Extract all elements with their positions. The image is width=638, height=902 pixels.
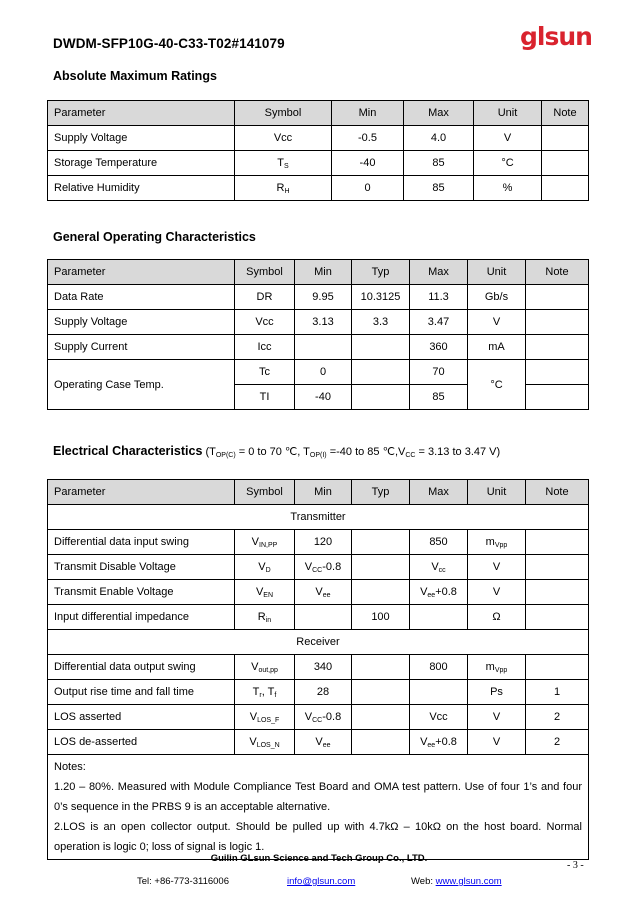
param-cell: Differential data output swing bbox=[48, 655, 235, 680]
header-cell: Min bbox=[295, 260, 352, 285]
symbol-cell: $V_{EN}$ bbox=[235, 580, 295, 605]
param-cell: LOS de-asserted bbox=[48, 730, 235, 755]
unit-cell: % bbox=[474, 176, 542, 201]
note-cell bbox=[526, 285, 589, 310]
typ-cell: 10.3125 bbox=[352, 285, 410, 310]
table-row bbox=[48, 126, 589, 151]
typ-cell bbox=[352, 530, 410, 555]
note-cell bbox=[526, 385, 589, 410]
footer-web-link[interactable]: www.glsun.com bbox=[435, 876, 502, 887]
max-cell: Vcc bbox=[410, 705, 468, 730]
min-cell: 0 bbox=[295, 360, 352, 385]
table-row bbox=[48, 176, 589, 201]
min-cell: 3.13 bbox=[295, 310, 352, 335]
min-cell bbox=[295, 335, 352, 360]
footer-email-link[interactable]: info@glsun.com bbox=[287, 876, 356, 887]
max-cell: 70 bbox=[410, 360, 468, 385]
param-cell: Supply Voltage bbox=[48, 126, 235, 151]
typ-cell bbox=[352, 655, 410, 680]
unit-cell: V bbox=[468, 730, 526, 755]
symbol-cell: $V_D$ bbox=[235, 555, 295, 580]
max-cell: $V_{ee}+0.8$ bbox=[410, 580, 468, 605]
table-row bbox=[48, 555, 589, 580]
notes-title: Notes: bbox=[54, 761, 86, 773]
note-cell bbox=[542, 151, 589, 176]
symbol-cell: $V_{LOS\_N}$ bbox=[235, 730, 295, 755]
elec-table bbox=[47, 479, 589, 860]
symbol-cell: $R_H$ bbox=[235, 176, 332, 201]
symbol-cell: $V_{out,pp}$ bbox=[235, 655, 295, 680]
unit-cell: V bbox=[468, 555, 526, 580]
table-row bbox=[48, 151, 589, 176]
notes-cell bbox=[48, 755, 589, 860]
param-cell: Supply Voltage bbox=[48, 310, 235, 335]
typ-cell bbox=[352, 385, 410, 410]
footer-web: Web: www.glsun.com bbox=[411, 876, 502, 887]
typ-cell bbox=[352, 730, 410, 755]
abs-max-table bbox=[47, 100, 589, 201]
unit-cell: Ω bbox=[468, 605, 526, 630]
table-row bbox=[48, 580, 589, 605]
gen-op-table bbox=[47, 259, 589, 410]
note-cell bbox=[542, 126, 589, 151]
table-row bbox=[48, 335, 589, 360]
typ-cell: 100 bbox=[352, 605, 410, 630]
typ-cell: 3.3 bbox=[352, 310, 410, 335]
min-cell: 0 bbox=[332, 176, 404, 201]
param-cell: Output rise time and fall time bbox=[48, 680, 235, 705]
typ-cell bbox=[352, 360, 410, 385]
symbol-cell: $T_r$, $T_f$ bbox=[235, 680, 295, 705]
symbol-cell: Vcc bbox=[235, 310, 295, 335]
header-cell: Max bbox=[410, 260, 468, 285]
max-cell: $V_{ee}+0.8$ bbox=[410, 730, 468, 755]
gen-op-title: General Operating Characteristics bbox=[53, 230, 256, 244]
param-cell: Differential data input swing bbox=[48, 530, 235, 555]
min-cell: 340 bbox=[295, 655, 352, 680]
header-cell: Parameter bbox=[48, 101, 235, 126]
header-cell: Min bbox=[332, 101, 404, 126]
transmitter-label: Transmitter bbox=[48, 505, 589, 530]
note-cell bbox=[526, 555, 589, 580]
typ-cell bbox=[352, 580, 410, 605]
max-cell: 85 bbox=[404, 151, 474, 176]
param-cell: Supply Current bbox=[48, 335, 235, 360]
min-cell: $V_{ee}$ bbox=[295, 580, 352, 605]
symbol-cell: DR bbox=[235, 285, 295, 310]
table-row bbox=[48, 705, 589, 730]
symbol-cell: Tc bbox=[235, 360, 295, 385]
symbol-cell: $R_{in}$ bbox=[235, 605, 295, 630]
symbol-cell: $V_{IN,PP}$ bbox=[235, 530, 295, 555]
typ-cell bbox=[352, 555, 410, 580]
table-row bbox=[48, 680, 589, 705]
typ-cell bbox=[352, 680, 410, 705]
symbol-cell: $T_S$ bbox=[235, 151, 332, 176]
max-cell bbox=[410, 680, 468, 705]
document-title: DWDM-SFP10G-40-C33-T02#141079 bbox=[53, 36, 285, 51]
min-cell: 120 bbox=[295, 530, 352, 555]
header-cell: Parameter bbox=[48, 480, 235, 505]
table-row bbox=[48, 360, 589, 385]
table-row bbox=[48, 730, 589, 755]
note-cell bbox=[542, 176, 589, 201]
symbol-cell: TI bbox=[235, 385, 295, 410]
receiver-label: Receiver bbox=[48, 630, 589, 655]
table-row bbox=[48, 285, 589, 310]
header-cell: Unit bbox=[468, 480, 526, 505]
min-cell: -0.5 bbox=[332, 126, 404, 151]
unit-cell: V bbox=[474, 126, 542, 151]
min-cell: $V_{ee}$ bbox=[295, 730, 352, 755]
typ-cell bbox=[352, 705, 410, 730]
max-cell bbox=[410, 605, 468, 630]
abs-max-title: Absolute Maximum Ratings bbox=[53, 69, 217, 83]
note-cell bbox=[526, 360, 589, 385]
header-cell: Unit bbox=[474, 101, 542, 126]
header-cell: Typ bbox=[352, 480, 410, 505]
note-cell bbox=[526, 530, 589, 555]
header-cell: Unit bbox=[468, 260, 526, 285]
max-cell: 11.3 bbox=[410, 285, 468, 310]
footer-tel: Tel: +86-773-3116006 bbox=[137, 876, 229, 887]
header-cell: Parameter bbox=[48, 260, 235, 285]
max-cell: 4.0 bbox=[404, 126, 474, 151]
note-2: 2.LOS is an open collector output. Should be pulled up with 4.7kΩ – 10kΩ on the host board. Normal operation is logic 0; loss of signal is logic 1. bbox=[54, 821, 582, 853]
header-cell: Max bbox=[410, 480, 468, 505]
symbol-cell: Icc bbox=[235, 335, 295, 360]
header-cell: Note bbox=[526, 260, 589, 285]
min-cell: $V_{CC}-0.8$ bbox=[295, 705, 352, 730]
group-row-receiver bbox=[48, 630, 589, 655]
note-cell bbox=[526, 580, 589, 605]
unit-cell: Ps bbox=[468, 680, 526, 705]
table-row bbox=[48, 530, 589, 555]
unit-cell: $m_{Vpp}$ bbox=[468, 530, 526, 555]
header-cell: Min bbox=[295, 480, 352, 505]
symbol-cell: Vcc bbox=[235, 126, 332, 151]
param-cell: Storage Temperature bbox=[48, 151, 235, 176]
max-cell: 360 bbox=[410, 335, 468, 360]
param-cell: Input differential impedance bbox=[48, 605, 235, 630]
min-cell: -40 bbox=[295, 385, 352, 410]
header-cell: Typ bbox=[352, 260, 410, 285]
max-cell: 85 bbox=[410, 385, 468, 410]
note-cell bbox=[526, 310, 589, 335]
unit-cell: °C bbox=[474, 151, 542, 176]
header-cell: Note bbox=[542, 101, 589, 126]
param-cell: LOS asserted bbox=[48, 705, 235, 730]
param-cell: Operating Case Temp. bbox=[48, 360, 235, 410]
note-cell: 2 bbox=[526, 730, 589, 755]
elec-title: Electrical Characteristics ($T_{OP(C)} = 0$ to 70 ℃, $T_{OP(I)} =-40$ to 85 $℃,V_{CC} = 3.13$ to 3.47 V) bbox=[53, 444, 501, 459]
header-cell: Symbol bbox=[235, 260, 295, 285]
note-cell bbox=[526, 605, 589, 630]
unit-cell: $m_{Vpp}$ bbox=[468, 655, 526, 680]
min-cell: $V_{CC}-0.8$ bbox=[295, 555, 352, 580]
header-cell: Symbol bbox=[235, 101, 332, 126]
max-cell: 85 bbox=[404, 176, 474, 201]
table-header-row bbox=[48, 480, 589, 505]
group-row-transmitter bbox=[48, 505, 589, 530]
max-cell: 3.47 bbox=[410, 310, 468, 335]
min-cell: 28 bbox=[295, 680, 352, 705]
table-row bbox=[48, 655, 589, 680]
table-row bbox=[48, 605, 589, 630]
note-cell bbox=[526, 335, 589, 360]
param-cell: Data Rate bbox=[48, 285, 235, 310]
min-cell bbox=[295, 605, 352, 630]
max-cell: 850 bbox=[410, 530, 468, 555]
table-row bbox=[48, 310, 589, 335]
unit-cell: V bbox=[468, 705, 526, 730]
param-cell: Relative Humidity bbox=[48, 176, 235, 201]
header-cell: Symbol bbox=[235, 480, 295, 505]
note-cell: 1 bbox=[526, 680, 589, 705]
table-header-row bbox=[48, 260, 589, 285]
table-header-row bbox=[48, 101, 589, 126]
elec-conditions: ($T_{OP(C)} = 0$ to 70 ℃, $T_{OP(I)} =-40$ to 85 $℃,V_{CC} = 3.13$ to 3.47 V) bbox=[202, 446, 501, 459]
param-cell: Transmit Disable Voltage bbox=[48, 555, 235, 580]
unit-cell: mA bbox=[468, 335, 526, 360]
unit-cell: Gb/s bbox=[468, 285, 526, 310]
min-cell: -40 bbox=[332, 151, 404, 176]
symbol-cell: $V_{LOS\_F}$ bbox=[235, 705, 295, 730]
note-1: 1.20 – 80%. Measured with Module Compliance Test Board and OMA test pattern. Use of four 1’s and four 0’s sequence in the PRBS 9 is an acceptable alternative. bbox=[54, 781, 582, 813]
unit-cell: °C bbox=[468, 360, 526, 410]
param-cell: Transmit Enable Voltage bbox=[48, 580, 235, 605]
unit-cell: V bbox=[468, 580, 526, 605]
max-cell: 800 bbox=[410, 655, 468, 680]
header-cell: Note bbox=[526, 480, 589, 505]
typ-cell bbox=[352, 335, 410, 360]
page-number: - 3 - bbox=[567, 860, 584, 871]
unit-cell: V bbox=[468, 310, 526, 335]
min-cell: 9.95 bbox=[295, 285, 352, 310]
note-cell: 2 bbox=[526, 705, 589, 730]
note-cell bbox=[526, 655, 589, 680]
footer-company: Guilin GLsun Science and Tech Group Co., LTD. bbox=[210, 853, 428, 864]
notes-row bbox=[48, 755, 589, 860]
glsun-logo: glsun bbox=[520, 22, 592, 51]
header-cell: Max bbox=[404, 101, 474, 126]
max-cell: $V_{cc}$ bbox=[410, 555, 468, 580]
